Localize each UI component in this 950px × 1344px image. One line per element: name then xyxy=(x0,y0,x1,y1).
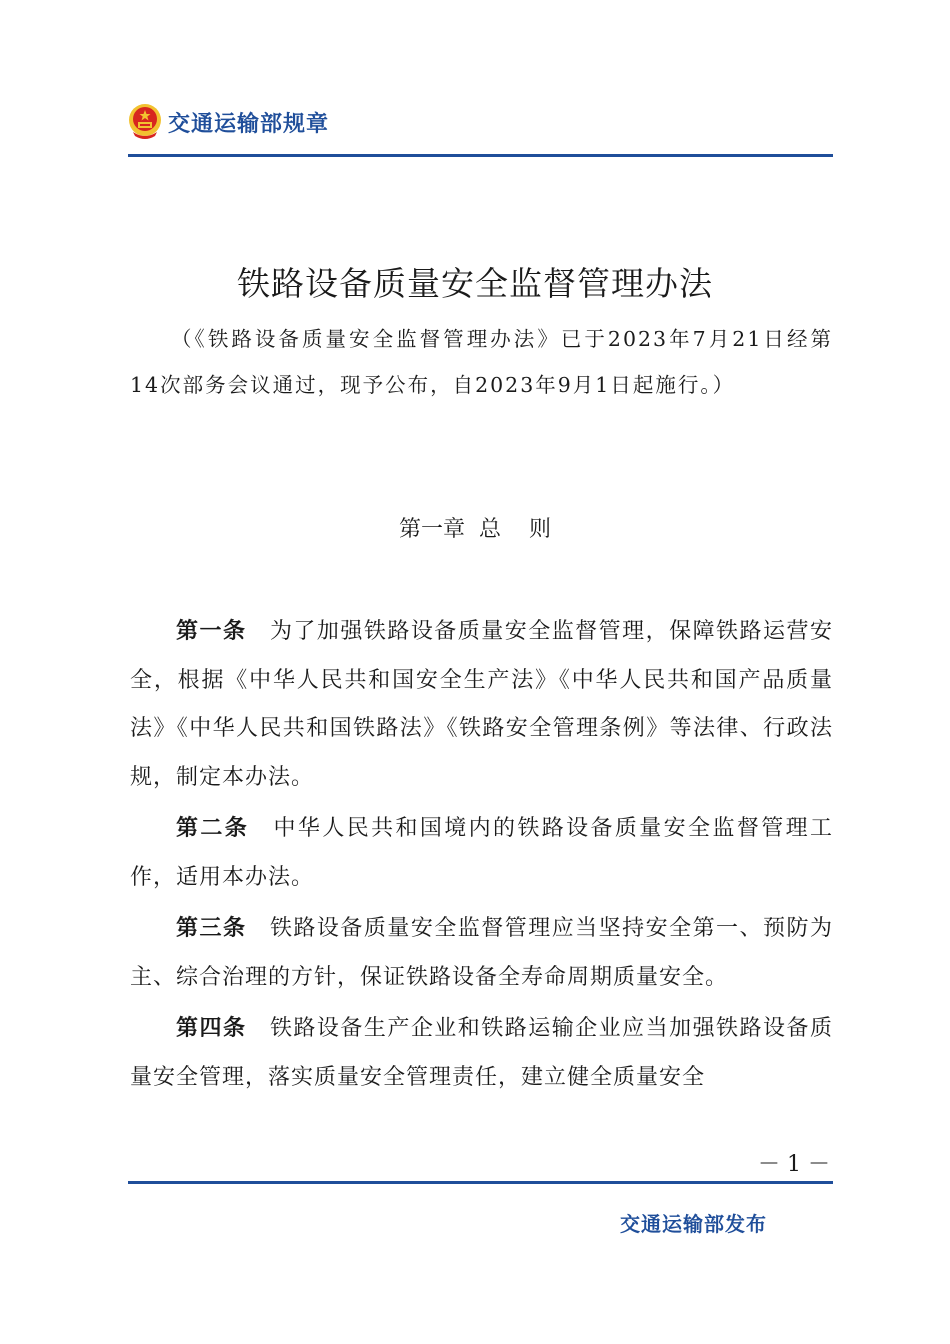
national-emblem-icon xyxy=(128,102,162,140)
article-text: 铁路设备生产企业和铁路运输企业应当加强铁路设备质量安全管理，落实质量安全管理责任，建立健全质量安全 xyxy=(130,1016,833,1090)
article-1 xyxy=(130,608,833,802)
article-label: 第三条 xyxy=(176,916,247,941)
article-2 xyxy=(130,805,833,902)
page-header xyxy=(128,100,833,144)
article-3 xyxy=(130,905,833,1002)
header-title: 交通运输部规章 xyxy=(168,112,330,137)
article-4 xyxy=(130,1005,833,1102)
article-text: 铁路设备质量安全监督管理应当坚持安全第一、预防为主、综合治理的方针，保证铁路设备全寿命周期质量安全。 xyxy=(130,916,833,990)
document-title: 铁路设备质量安全监督管理办法 xyxy=(237,264,713,303)
chapter-heading: 第一章 总 则 xyxy=(399,517,551,542)
header-divider xyxy=(128,154,833,157)
article-label: 第二条 xyxy=(176,816,250,841)
article-label: 第四条 xyxy=(176,1016,247,1041)
adoption-note: （《铁路设备质量安全监督管理办法》已于2023年7月21日经第14次部务会议通过，现予公布，自2023年9月1日起施行。） xyxy=(130,327,833,397)
footer-divider xyxy=(128,1181,833,1184)
article-text: 中华人民共和国境内的铁路设备质量安全监督管理工作，适用本办法。 xyxy=(130,816,833,890)
publisher-label: 交通运输部发布 xyxy=(620,1212,767,1236)
page-number: － 1 － xyxy=(758,1152,830,1177)
article-text: 为了加强铁路设备质量安全监督管理，保障铁路运营安全，根据《中华人民共和国安全生产法》《中华人民共和国产品质量法》《中华人民共和国铁路法》《铁路安全管理条例》等法律、行政法规，制定本办法。 xyxy=(130,619,833,790)
article-label: 第一条 xyxy=(176,619,247,644)
